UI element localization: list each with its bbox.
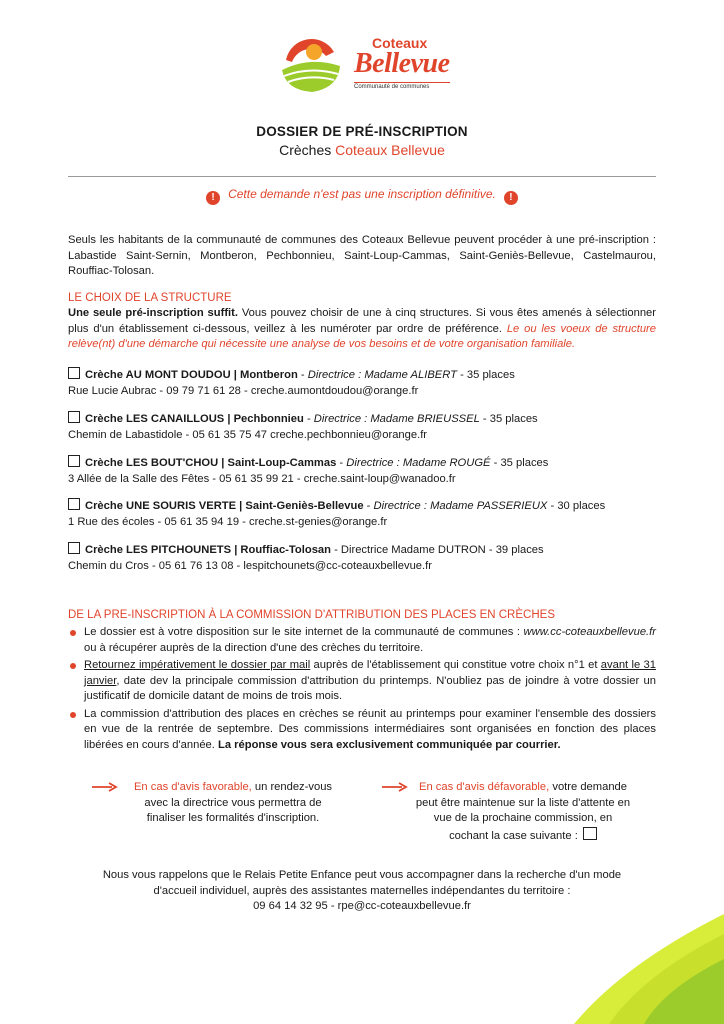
creche-checkbox[interactable] <box>68 542 80 554</box>
arrow-right-icon <box>92 782 118 792</box>
bullet-icon <box>70 663 76 669</box>
intro-paragraph: Seuls les habitants de la communauté de communes des Coteaux Bellevue peuvent procéder à une pré-inscription : Labastide Saint-Sernin, Montberon, Pechbonnieu, Saint-Loup-Cammas, Saint-Geniès-Bellevue, Castelmaurou, Rouffiac-Tolosan. <box>68 234 656 277</box>
warning-banner <box>0 187 724 205</box>
title-line1: DOSSIER DE PRÉ-INSCRIPTION <box>256 124 468 139</box>
creche-contact: 3 Allée de la Salle des Fêtes - 05 61 35 99 21 - creche.saint-loup@wanadoo.fr <box>68 472 456 485</box>
creche-checkbox[interactable] <box>68 411 80 423</box>
logo-tagline: Communauté de communes <box>354 82 450 90</box>
separator: - <box>363 500 374 512</box>
exclamation-icon: ! <box>504 191 518 205</box>
title-line2 <box>0 141 724 160</box>
creche-director: Directrice : Madame ROUGÉ <box>346 457 491 469</box>
choice-paragraph <box>68 306 656 353</box>
footer-text: Nous vous rappelons que le Relais Petite Enfance peut vous accompagner dans la recherche d'un mode d'accueil individuel, auprès des assistantes maternelles indépendantes du territoire : <box>102 869 622 897</box>
bullet-underlined: Retournez impérativement le dossier par mail <box>84 659 311 671</box>
choice-heading: LE CHOIX DE LA STRUCTURE <box>68 292 232 304</box>
bullet-text: auprès de l'établissement qui constitue votre choix n°1 et <box>310 659 601 671</box>
creche-contact: 1 Rue des écoles - 05 61 35 94 19 - creche.st-genies@orange.fr <box>68 515 388 528</box>
creche-contact: Rue Lucie Aubrac - 09 79 71 61 28 - creche.aumontdoudou@orange.fr <box>68 384 419 397</box>
commission-list <box>68 625 656 755</box>
unfavorable-label: En cas d'avis défavorable, <box>419 781 550 793</box>
creche-contact: Chemin de Labastidole - 05 61 35 75 47 creche.pechbonnieu@orange.fr <box>68 428 428 441</box>
logo-mark-icon <box>276 30 346 96</box>
bullet-text: La commission d'attribution des places en crèches se réunit au printemps pour examiner l'ensemble des dossiers en vue de la rentrée de septembre. Des commissions intermédiaires sont organisées en fonction des places libérées en cours d'année. <box>84 707 656 751</box>
favorable-label: En cas d'avis favorable, <box>133 781 252 793</box>
creche-places: - 39 places <box>485 544 544 556</box>
arrow-right-icon <box>382 782 408 792</box>
favorable-text <box>92 780 342 827</box>
footer-contact: 09 64 14 32 95 - rpe@cc-coteauxbellevue.fr <box>253 900 471 912</box>
creche-option-1 <box>68 367 656 399</box>
page-title <box>0 123 724 160</box>
creche-places: - 35 places <box>479 413 538 425</box>
creche-option-5 <box>68 542 656 574</box>
list-item <box>68 625 656 656</box>
creche-name: Crèche AU MONT DOUDOU | Montberon <box>85 369 298 381</box>
deadline: avant le 31 janvier <box>84 659 656 687</box>
logo <box>276 30 456 96</box>
creche-director: Directrice : Madame ALIBERT <box>307 369 457 381</box>
unfavorable-outcome <box>382 780 652 844</box>
creche-checkbox[interactable] <box>68 367 80 379</box>
divider <box>68 176 656 177</box>
bullet-icon <box>70 712 76 718</box>
title-prefix: Crèches <box>279 142 336 158</box>
favorable-outcome <box>92 780 362 827</box>
list-item <box>68 707 656 754</box>
separator: - <box>297 369 308 381</box>
warning-text: Cette demande n'est pas une inscription définitive. <box>228 187 496 201</box>
waitlist-checkbox[interactable] <box>583 827 597 840</box>
unfavorable-body: votre demande peut être maintenue sur la liste d'attente en vue de la prochaine commission, en cochant la case suivante : <box>415 781 631 842</box>
creche-places: - 30 places <box>547 500 606 512</box>
logo-brand-line2: Bellevue <box>354 48 450 79</box>
separator: - <box>336 457 347 469</box>
creche-checkbox[interactable] <box>68 498 80 510</box>
creche-director: Directrice : Madame BRIEUSSEL <box>313 413 480 425</box>
unfavorable-text <box>382 780 632 844</box>
choice-bold-lead: Une seule pré-inscription suffit. <box>68 307 238 319</box>
bullet-bold: La réponse vous sera exclusivement communiquée par courrier. <box>218 738 561 751</box>
bullet-icon <box>70 630 76 636</box>
bullet-text: Le dossier est à votre disposition sur le site internet de la communauté de communes : <box>84 626 524 638</box>
separator: - <box>303 413 314 425</box>
creche-name: Crèche LES PITCHOUNETS | Rouffiac-Tolosan <box>85 544 331 556</box>
creche-director: Directrice : Madame PASSERIEUX <box>373 500 548 512</box>
choice-text: Vous pouvez choisir de une à cinq structures. Si vous êtes amenés à sélectionner plus d'un établissement ci-dessous, veillez à les numéroter par ordre de préférence. <box>68 307 656 335</box>
decorative-wave-icon <box>504 874 724 1024</box>
creche-option-4 <box>68 498 656 530</box>
creche-places: - 35 places <box>456 369 515 381</box>
creche-name: Crèche LES CANAILLOUS | Pechbonnieu <box>85 413 304 425</box>
website-link[interactable]: www.cc-coteauxbellevue.fr <box>523 626 656 638</box>
bullet-text: ou à récupérer auprès de la direction d'une des crèches du territoire. <box>84 641 424 654</box>
creche-checkbox[interactable] <box>68 455 80 467</box>
commission-heading: DE LA PRE-INSCRIPTION À LA COMMISSION D'ATTRIBUTION DES PLACES EN CRÈCHES <box>68 609 555 621</box>
list-item <box>68 658 656 705</box>
creche-director: Directrice Madame DUTRON <box>340 544 486 556</box>
logo-brand-line1: Coteaux <box>372 35 428 51</box>
creche-places: - 35 places <box>490 457 549 469</box>
bullet-text: , date dev la principale commission d'attribution du printemps. N'oubliez pas de joindre à votre dossier un justificatif de domicile datant de moins de trois mois. <box>84 674 656 702</box>
creche-contact: Chemin du Cros - 05 61 76 13 08 - lespitchounets@cc-coteauxbellevue.fr <box>68 559 432 572</box>
creche-name: Crèche UNE SOURIS VERTE | Saint-Geniès-Bellevue <box>85 500 364 512</box>
creche-option-2 <box>68 411 656 443</box>
choice-note: Le ou les voeux de structure relève(nt) d'une démarche qui nécessite une analyse de vos besoins et de votre organisation familiale. <box>68 322 656 350</box>
title-brand: Coteaux Bellevue <box>335 142 445 158</box>
exclamation-icon: ! <box>206 191 220 205</box>
creche-name: Crèche LES BOUT'CHOU | Saint-Loup-Cammas <box>85 457 337 469</box>
separator: - <box>330 544 341 556</box>
favorable-body: un rendez-vous avec la directrice vous permettra de finaliser les formalités d'inscription. <box>144 781 333 824</box>
creche-option-3 <box>68 455 656 487</box>
